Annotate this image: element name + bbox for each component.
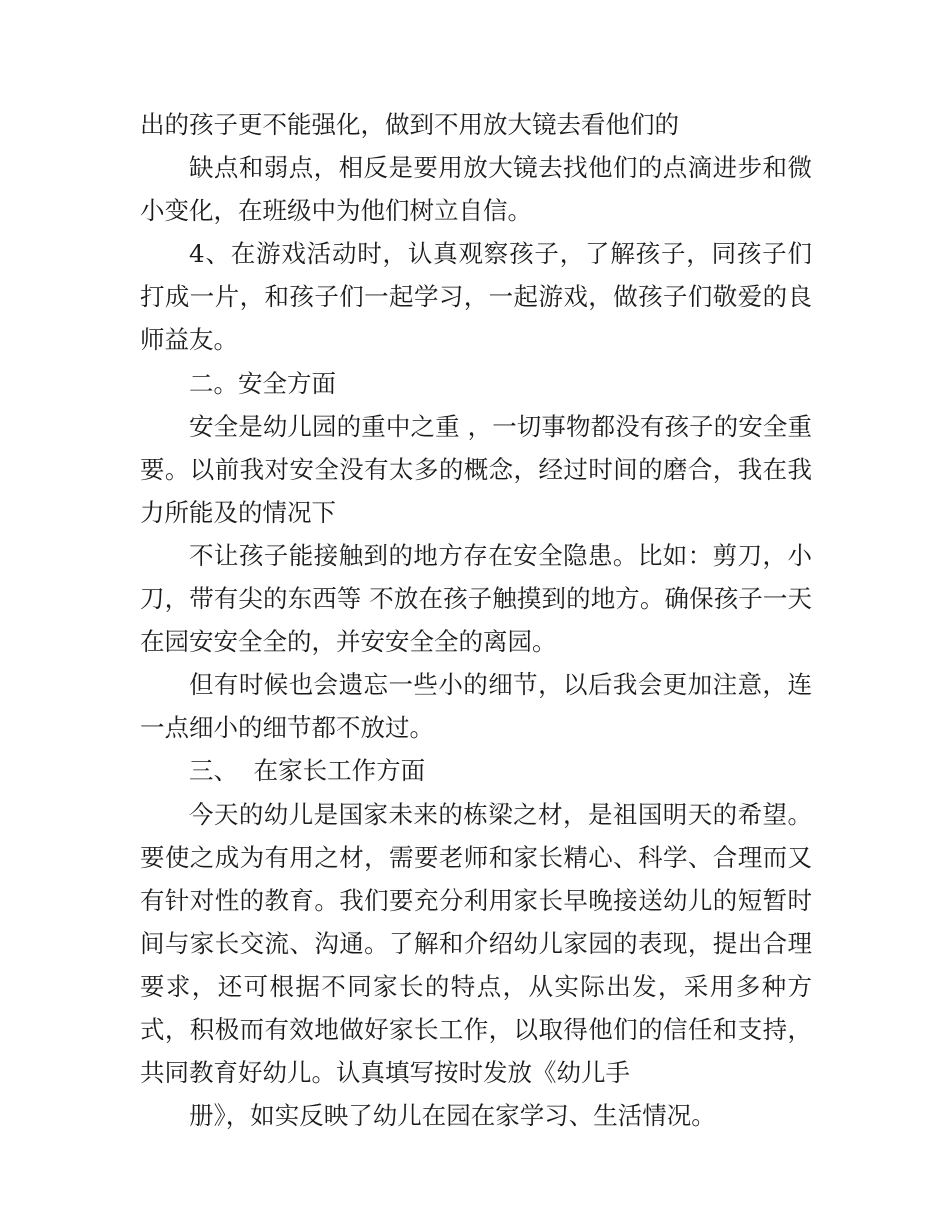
paragraph-3: 4、在游戏活动时，认真观察孩子，了解孩子，同孩子们打成一片，和孩子们一起学习，一起游戏，做孩子们敬爱的良师益友。 — [140, 239, 812, 355]
section-heading-safety: 二。安全方面 — [189, 368, 336, 398]
paragraph-8: 册》，如实反映了幼儿在园在家学习、生活情况。 — [189, 1101, 716, 1131]
document-page — [140, 103, 812, 1137]
paragraph-7: 今天的幼儿是国家未来的栋梁之材，是祖国明天的希望。要使之成为有用之材，需要老师和家长精心、科学、合理而又有针对性的教育。我们要充分利用家长早晚接送幼儿的短暂时间与家长交流、沟通。了解和介绍幼儿家园的表现，提出合理要求，还可根据不同家长的特点，从实际出发，采用多种方式，积极而有效地做好家长工作，以取得他们的信任和支持，共同教育好幼儿。认真填写按时发放《幼儿手 — [140, 799, 812, 1088]
paragraph-4: 安全是幼儿园的重中之重 ，一切事物都没有孩子的安全重要。以前我对安全没有太多的概念，经过时间的磨合，我在我力所能及的情况下 — [140, 411, 812, 527]
section-heading-parents: 三、 在家长工作方面 — [189, 756, 426, 786]
paragraph-6: 但有时候也会遗忘一些小的细节，以后我会更加注意，连一点细小的细节都不放过。 — [140, 670, 812, 743]
paragraph-1: 出的孩子更不能强化，做到不用放大镜去看他们的 — [140, 110, 679, 139]
paragraph-2: 缺点和弱点，相反是要用放大镜去找他们的点滴进步和微小变化，在班级中为他们树立自信。 — [140, 153, 812, 226]
paragraph-5: 不让孩子能接触到的地方存在安全隐患。比如：剪刀，小刀，带有尖的东西等 不放在孩子触摸到的地方。确保孩子一天在园安安全全的，并安安全全的离园。 — [140, 540, 812, 657]
